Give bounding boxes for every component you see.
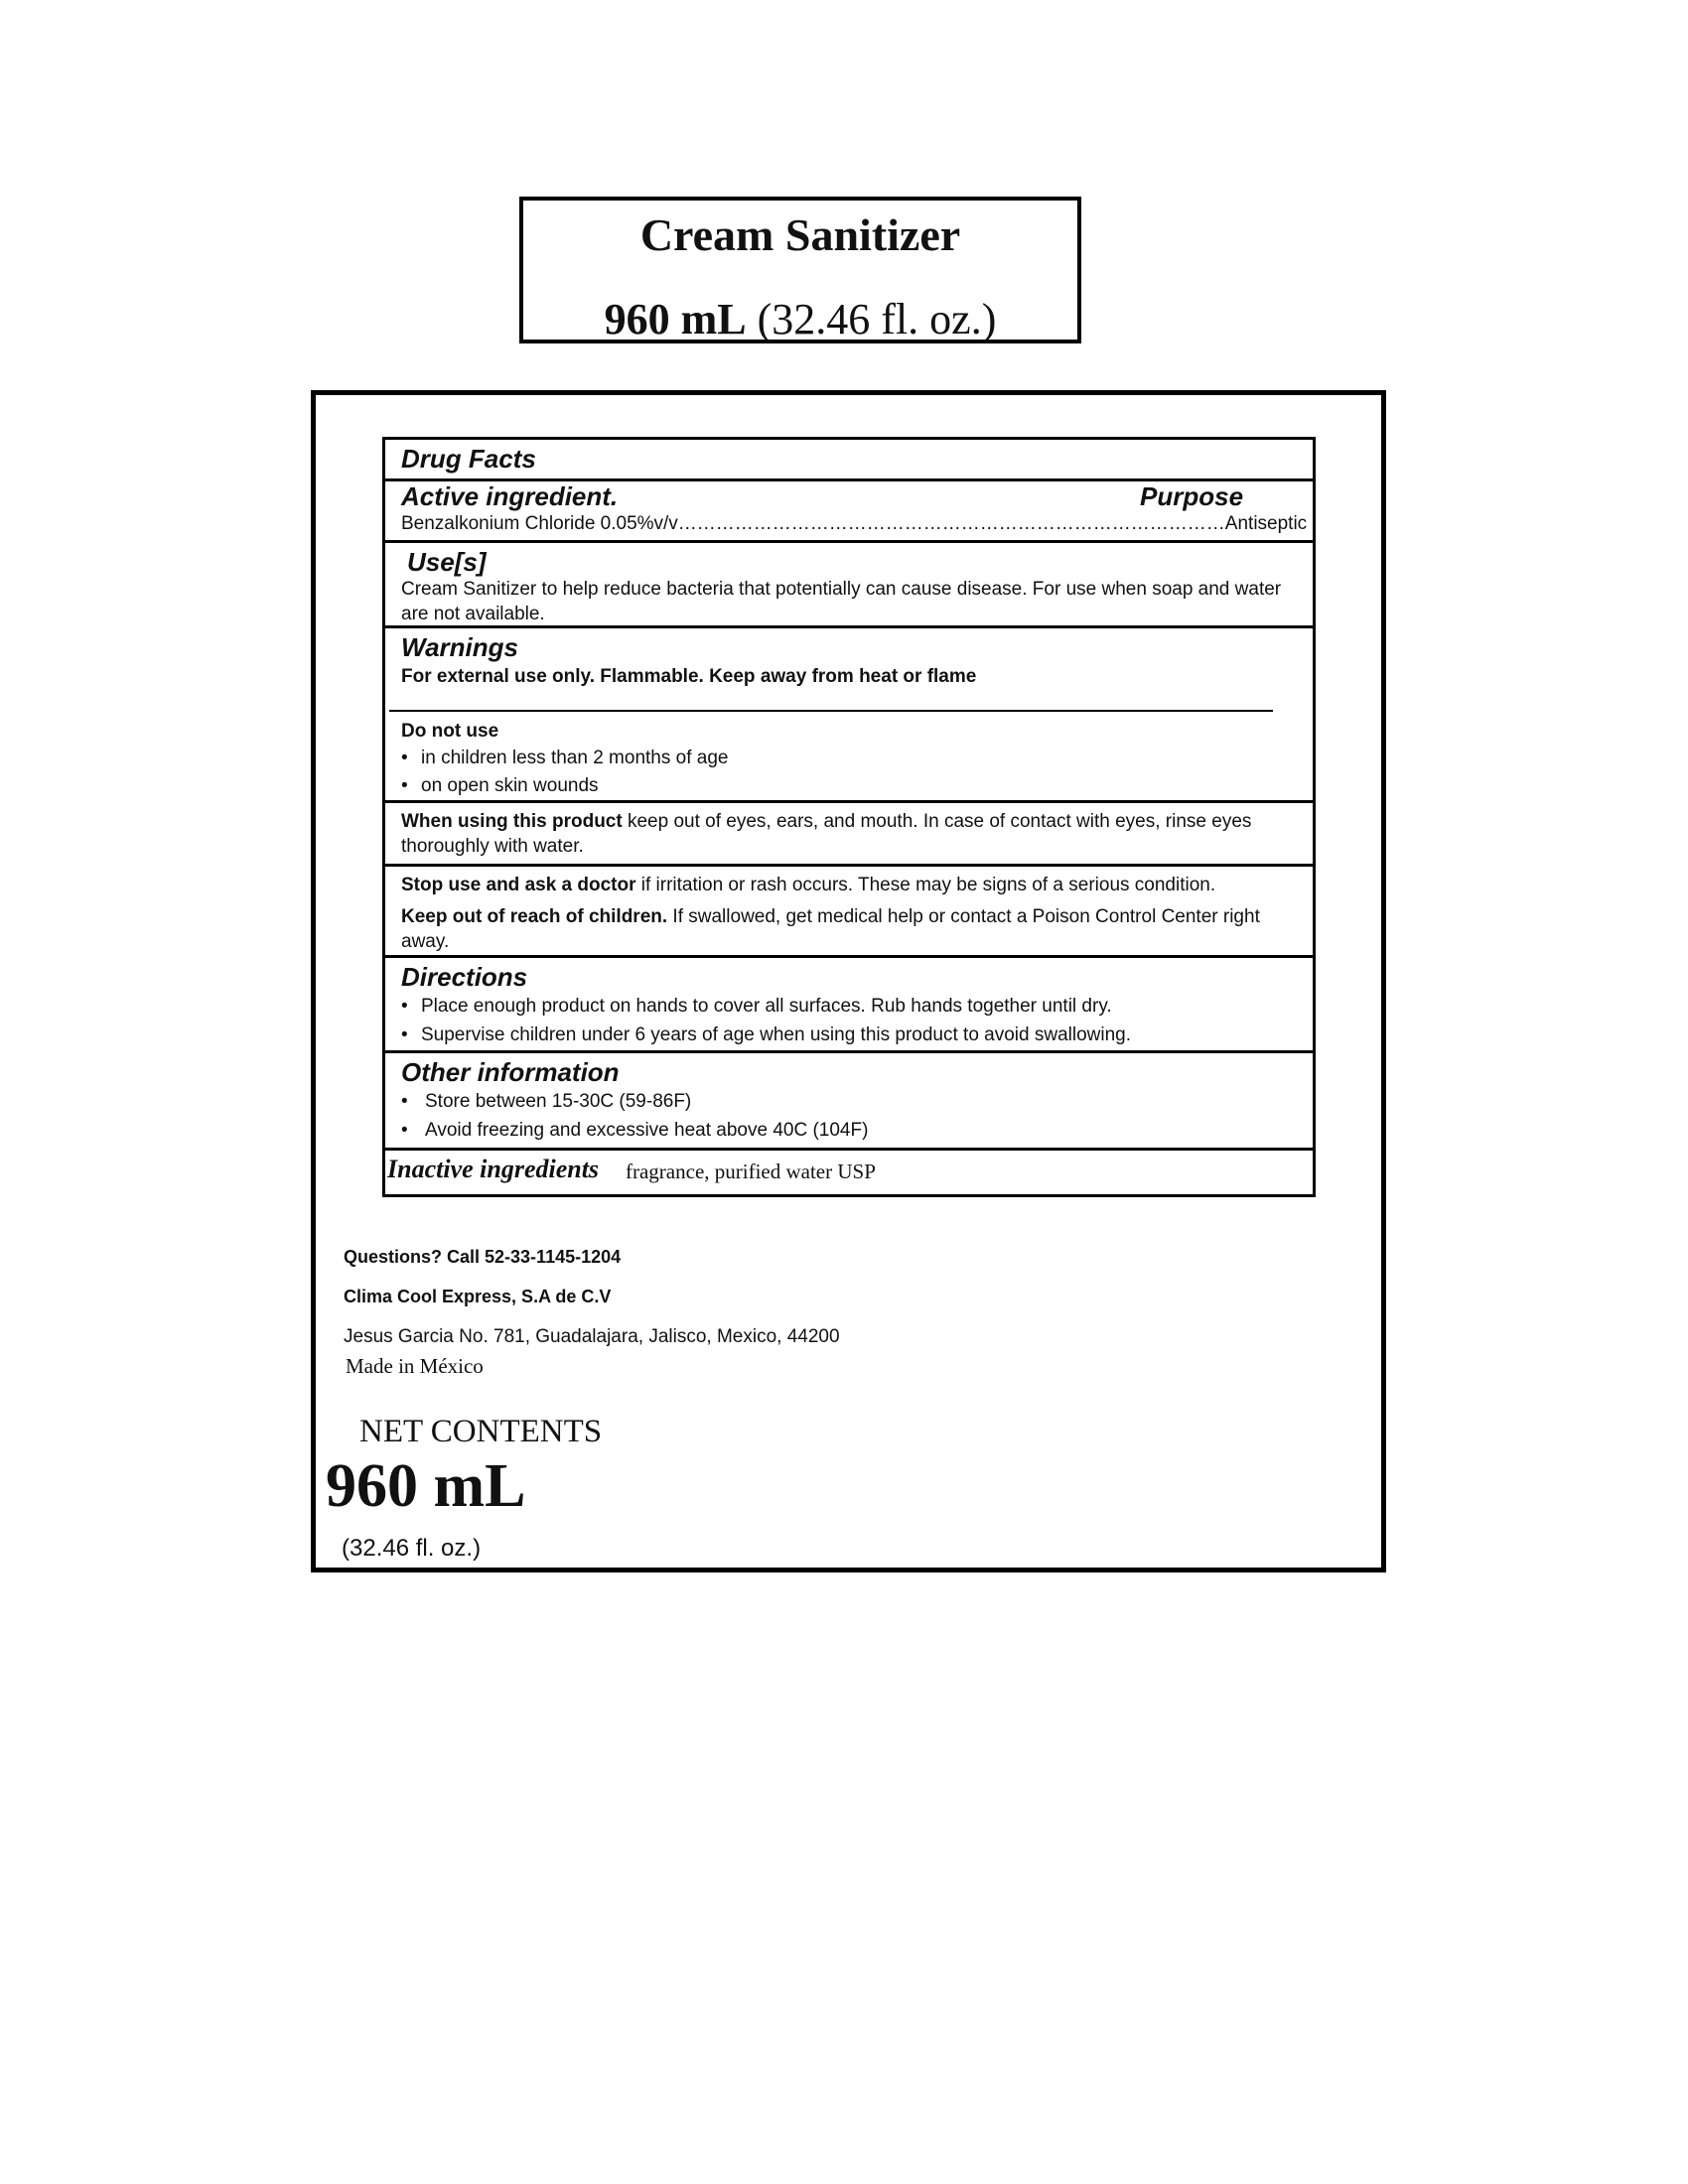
- uses-text: Cream Sanitizer to help reduce bacteria that potentially can cause disease. For use when soap and water are not available.: [401, 579, 1282, 624]
- drug-facts-title-section: [385, 440, 1313, 481]
- uses-heading: Use[s]: [407, 547, 487, 577]
- product-name: Cream Sanitizer: [639, 209, 961, 260]
- warnings-heading: Warnings: [401, 632, 518, 662]
- volume-line: [523, 294, 1077, 344]
- directions-heading: Directions: [401, 962, 528, 992]
- volume-oz: (32.46 fl. oz.): [757, 295, 997, 343]
- other-information-heading: Other information: [401, 1057, 620, 1087]
- other-information-item: • Avoid freezing and excessive heat above 40C (104F): [401, 1120, 869, 1141]
- questions-line: Questions? Call 52-33-1145-1204: [344, 1247, 622, 1267]
- bullet-icon: •: [401, 996, 408, 1017]
- active-ingredient-heading: Active ingredient.: [401, 481, 619, 511]
- bullet-icon: •: [401, 1024, 408, 1045]
- net-contents-volume: 960 mL: [326, 1452, 526, 1520]
- do-not-use-heading: Do not use: [401, 721, 499, 742]
- bullet-icon: •: [401, 1091, 408, 1112]
- company-name: Clima Cool Express, S.A de C.V: [344, 1287, 612, 1306]
- directions-item: • Supervise children under 6 years of age when using this product to avoid swallowing.: [401, 1024, 1132, 1045]
- warnings-section: [385, 628, 1313, 803]
- directions-item: • Place enough product on hands to cover all surfaces. Rub hands together until dry.: [401, 996, 1112, 1017]
- active-ingredient-line: Benzalkonium Chloride 0.05%v/v……………………………………………………………………………Antiseptic: [401, 513, 1307, 534]
- made-in: Made in México: [346, 1354, 484, 1378]
- active-ingredient-section: [385, 481, 1313, 543]
- bullet-icon: •: [401, 748, 408, 768]
- warnings-divider: [389, 710, 1273, 712]
- inactive-ingredients-text: fragrance, purified water USP: [626, 1160, 876, 1183]
- keep-out-text: Keep out of reach of children. If swallowed, get medical help or contact a Poison Control Center right away.: [401, 906, 1260, 952]
- net-contents-label: NET CONTENTS: [359, 1414, 603, 1449]
- purpose-heading: Purpose: [1140, 481, 1244, 511]
- when-using-text: When using this product keep out of eyes, ears, and mouth. In case of contact with eyes, rinse eyes thoroughly with water.: [401, 811, 1252, 857]
- drug-facts-panel: [382, 437, 1316, 1197]
- when-using-section: [385, 803, 1313, 867]
- inactive-ingredients-heading: Inactive ingredients: [387, 1155, 600, 1183]
- inactive-ingredients-section: [385, 1151, 1313, 1194]
- do-not-use-item: • on open skin wounds: [401, 775, 599, 796]
- company-address: Jesus Garcia No. 781, Guadalajara, Jalisco, Mexico, 44200: [344, 1326, 840, 1347]
- warnings-text: For external use only. Flammable. Keep away from heat or flame: [401, 666, 977, 687]
- drug-facts-title: Drug Facts: [401, 444, 536, 474]
- other-information-item: • Store between 15-30C (59-86F): [401, 1091, 692, 1112]
- stop-use-text: Stop use and ask a doctor if irritation or rash occurs. These may be signs of a serious condition.: [401, 875, 1216, 895]
- other-information-section: [385, 1053, 1313, 1151]
- uses-section: [385, 543, 1313, 628]
- stop-use-section: [385, 867, 1313, 958]
- bullet-icon: •: [401, 1120, 408, 1141]
- do-not-use-item: • in children less than 2 months of age: [401, 748, 729, 768]
- directions-section: [385, 958, 1313, 1053]
- title-box: [519, 197, 1081, 343]
- volume-bold: 960 mL: [604, 295, 747, 343]
- bullet-icon: •: [401, 775, 408, 796]
- net-contents-oz: (32.46 fl. oz.): [342, 1535, 482, 1562]
